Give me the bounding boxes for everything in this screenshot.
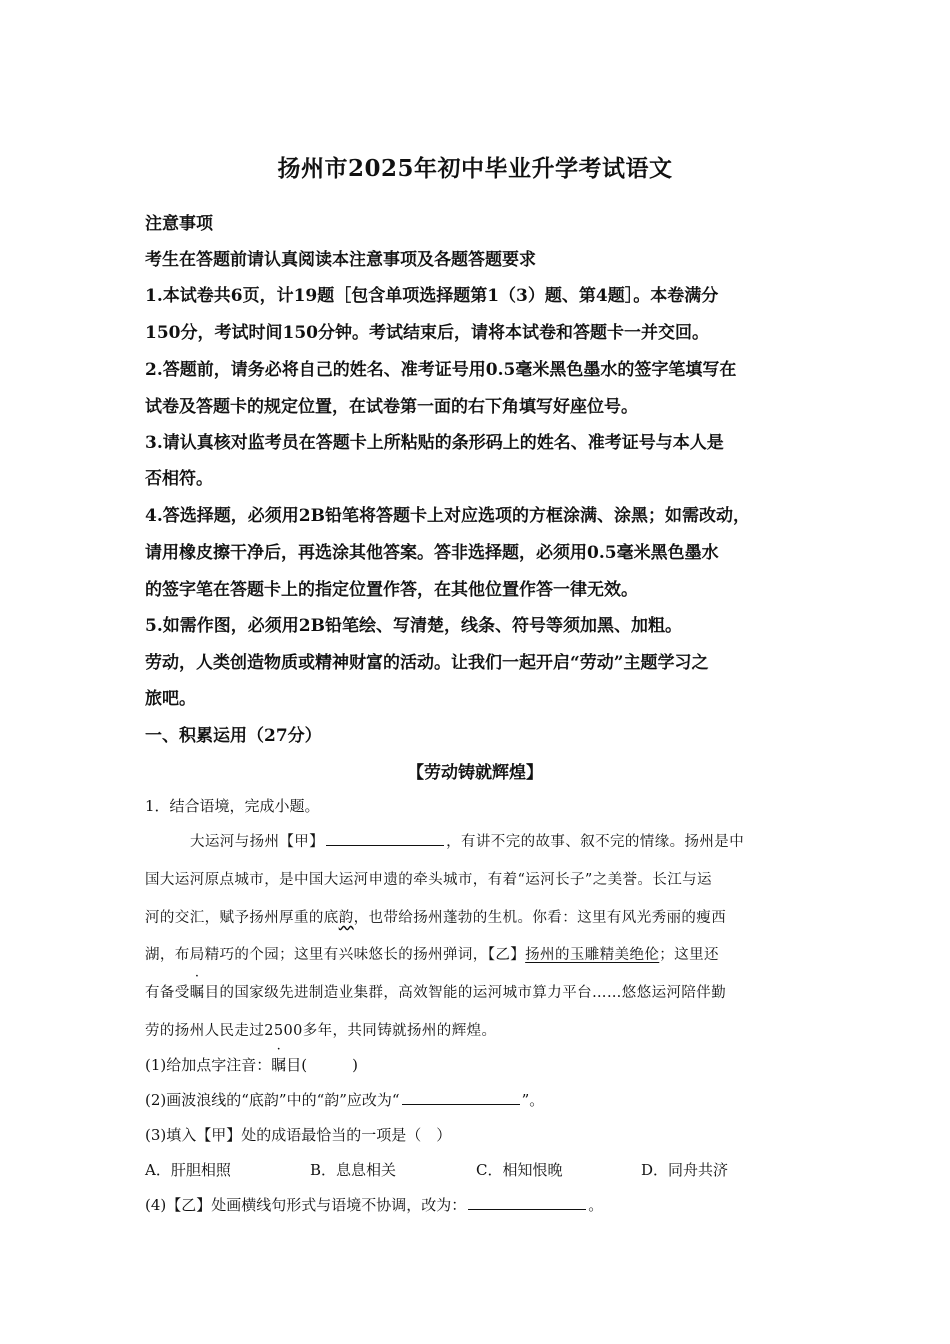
sub-question-text: (1)给加点字注音：	[145, 1056, 272, 1074]
section-heading: 一、积累运用（27分）	[145, 726, 322, 746]
sub-question-text: ”。	[521, 1091, 545, 1109]
notice-line-7: 4.答选择题，必须用2B铅笔将答题卡上对应选项的方框涂满、涂黑；如需改动，	[145, 506, 750, 526]
sub-question-text: 目( )	[286, 1056, 358, 1074]
passage-text: ，有讲不完的故事、叙不完的情缘。扬州是中	[446, 834, 745, 850]
question-1-stem: 1．结合语境，完成小题。	[145, 797, 320, 815]
notice-line-4: 试卷及答题卡的规定位置，在试卷第一面的右下角填写好座位号。	[145, 397, 638, 417]
sub-question-text: 。	[588, 1196, 604, 1214]
underlined-sentence-yi: 扬州的玉雕精美绝伦	[525, 947, 660, 963]
sub-question-2	[145, 1089, 544, 1110]
passage-line-3	[145, 906, 726, 927]
sub-question-4	[145, 1194, 603, 1215]
answer-blank[interactable]	[468, 1208, 586, 1210]
sub-question-1	[145, 1054, 358, 1075]
section-subtitle: 【劳动铸就辉煌】	[407, 763, 543, 783]
passage-line-2: 国大运河原点城市，是中国大运河申遗的牵头城市，有着“运河长子”之美誉。长江与运	[145, 872, 712, 888]
option-a[interactable]: A．肝胆相照	[145, 1161, 231, 1179]
passage-text: ，也带给扬州蓬勃的生机。你看：这里有风光秀丽的瘦西	[353, 910, 727, 926]
notice-line-10: 5.如需作图，必须用2B铅笔绘、写清楚，线条、符号等须加黑、加粗。	[145, 616, 682, 636]
passage-line-4	[145, 943, 719, 964]
sub-question-text: (2)画波浪线的“底韵”中的“韵”应改为“	[145, 1091, 400, 1109]
intro-text-2: 旅吧。	[145, 689, 196, 709]
passage-text: 湖，布局精巧的个园；这里有兴味悠长的扬州弹词，【乙】	[145, 947, 526, 963]
sub-question-3: (3)填入【甲】处的成语最恰当的一项是（ ）	[145, 1126, 452, 1144]
dotted-char: 瞩	[189, 985, 205, 1001]
page-title: 扬州市2025年初中毕业升学考试语文	[277, 155, 673, 182]
option-d[interactable]: D．同舟共济	[641, 1161, 729, 1179]
passage-text: 河的交汇，赋予扬州厚重的底	[145, 910, 339, 926]
passage-line-5	[145, 981, 726, 1002]
notice-line-3: 2.答题前，请务必将自己的姓名、准考证号用0.5毫米黑色墨水的签字笔填写在	[145, 360, 737, 380]
passage-line-6: 劳的扬州人民走过2500多年，共同铸就扬州的辉煌。	[145, 1023, 497, 1039]
notice-line-6: 否相符。	[145, 469, 213, 489]
sub-question-text: (4)【乙】处画横线句形式与语境不协调，改为：	[145, 1196, 467, 1214]
dotted-char: 瞩	[271, 1056, 287, 1074]
notice-intro: 考生在答题前请认真阅读本注意事项及各题答题要求	[145, 250, 536, 270]
notice-heading: 注意事项	[145, 214, 213, 234]
passage-text: 目的国家级先进制造业集群，高效智能的运河城市算力平台……悠悠运河陪伴勤	[204, 985, 727, 1001]
notice-line-2: 150分，考试时间150分钟。考试结束后，请将本试卷和答题卡一并交回。	[145, 323, 709, 343]
option-b[interactable]: B．息息相关	[310, 1161, 397, 1179]
notice-line-5: 3.请认真核对监考员在答题卡上所粘贴的条形码上的姓名、准考证号与本人是	[145, 433, 724, 453]
notice-line-9: 的签字笔在答题卡上的指定位置作答，在其他位置作答一律无效。	[145, 580, 638, 600]
intro-text-1: 劳动，人类创造物质或精神财富的活动。让我们一起开启“劳动”主题学习之	[145, 653, 709, 673]
notice-line-8: 请用橡皮擦干净后，再选涂其他答案。答非选择题，必须用0.5毫米黑色墨水	[145, 543, 719, 563]
blank-jia[interactable]	[326, 844, 444, 846]
passage-text: ；这里还	[659, 947, 719, 963]
passage-line-1	[190, 830, 744, 851]
passage-text: 大运河与扬州【甲】	[190, 834, 325, 850]
passage-text: 有备受	[145, 985, 190, 1001]
option-c[interactable]: C．相知恨晚	[476, 1161, 563, 1179]
wavy-underlined-char: 韵	[338, 910, 354, 926]
notice-line-1: 1.本试卷共6页，计19题［包含单项选择题第1（3）题、第4题］。本卷满分	[145, 286, 719, 306]
answer-blank[interactable]	[402, 1103, 520, 1105]
